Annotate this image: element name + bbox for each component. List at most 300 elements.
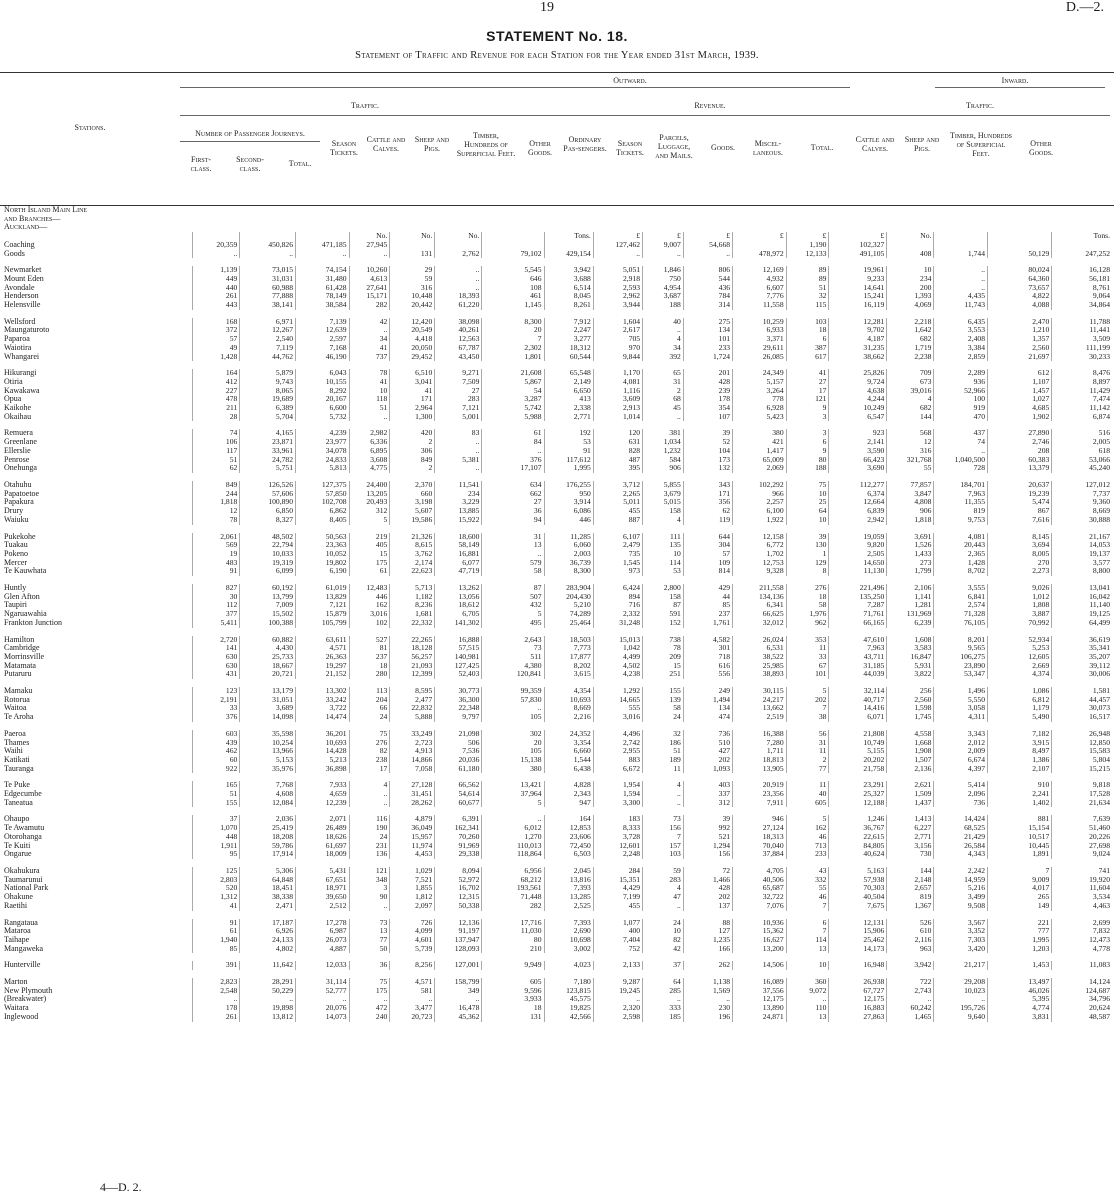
table-cell: 439: [193, 739, 240, 748]
table-cell: 81: [349, 644, 390, 653]
table-row: [2, 995, 1112, 1004]
table-cell: 7,509: [435, 378, 482, 387]
table-cell: 387: [786, 344, 829, 353]
table-cell: 11: [786, 644, 829, 653]
table-cell: 18,612: [435, 601, 482, 610]
table-cell: 2,191: [193, 696, 240, 705]
table-cell: 57,850: [296, 490, 350, 499]
table-cell: 12,563: [435, 335, 482, 344]
table-cell: 2,338: [544, 404, 593, 413]
table-cell: 436: [683, 284, 732, 293]
table-cell: 60,383: [988, 456, 1052, 465]
table-row: [2, 395, 1112, 404]
table-cell: 85: [683, 601, 732, 610]
table-cell: 2,593: [593, 284, 642, 293]
table-cell: 923: [829, 429, 887, 438]
table-cell: 72,450: [544, 842, 593, 851]
table-cell: 262: [683, 961, 732, 970]
table-cell: 3,942: [887, 961, 934, 970]
table-cell: 37: [643, 961, 684, 970]
table-cell: 120,841: [482, 670, 544, 679]
table-row: [2, 704, 1112, 713]
table-cell: 6,531: [733, 644, 787, 653]
table-cell: ..: [643, 799, 684, 808]
table-cell: 1,494: [683, 696, 732, 705]
table-cell: 4,601: [390, 936, 435, 945]
table-cell: 478: [193, 395, 240, 404]
table-cell: 204,430: [544, 593, 593, 602]
unit-cell: [2, 232, 193, 241]
table-cell: 11,083: [1052, 961, 1112, 970]
table-cell: 8: [786, 567, 829, 576]
table-cell: 13,056: [435, 593, 482, 602]
table-cell: 2,512: [296, 902, 350, 911]
table-cell: 64: [786, 507, 829, 516]
table-cell: 1,138: [683, 978, 732, 987]
table-cell: 4,808: [887, 498, 934, 507]
table-cell: 408: [887, 250, 934, 259]
table-cell: 21,152: [296, 670, 350, 679]
table-cell: 3,371: [733, 335, 787, 344]
table-cell: 17,914: [240, 850, 296, 859]
table-cell: 7,933: [296, 781, 350, 790]
table-cell: 57: [683, 550, 732, 559]
table-cell: 3,287: [482, 395, 544, 404]
table-cell: 221,496: [829, 584, 887, 593]
table-cell: 15,583: [1052, 747, 1112, 756]
table-cell: 44,039: [829, 670, 887, 679]
table-cell: 4,380: [482, 662, 544, 671]
table-cell: ..: [435, 995, 482, 1004]
table-cell: ..: [786, 995, 829, 1004]
unit-cell: No.: [887, 232, 934, 241]
table-cell: 22,615: [829, 833, 887, 842]
table-cell: 70,040: [733, 842, 787, 851]
table-cell: 1,846: [643, 266, 684, 275]
table-cell: 2,273: [988, 567, 1052, 576]
table-cell: 3,933: [482, 995, 544, 1004]
table-cell: 3,300: [593, 799, 642, 808]
table-cell: 192: [544, 429, 593, 438]
table-cell: 12,601: [593, 842, 642, 851]
table-cell: 25,419: [240, 824, 296, 833]
station-name: Mataroa: [4, 927, 31, 936]
table-row: [2, 713, 1112, 722]
table-cell: 1,027: [988, 395, 1052, 404]
table-cell: 43: [786, 867, 829, 876]
table-cell: 5,411: [193, 619, 240, 628]
table-cell: 4,343: [934, 850, 988, 859]
table-cell: 233: [786, 850, 829, 859]
station-name: Cambridge: [4, 644, 40, 653]
table-cell: 41: [349, 378, 390, 387]
table-cell: 4: [643, 335, 684, 344]
table-cell: 31,185: [829, 662, 887, 671]
table-cell: 14,424: [934, 815, 988, 824]
table-cell: 90: [349, 893, 390, 902]
table-cell: 616: [683, 662, 732, 671]
table-cell: 8,405: [296, 516, 350, 525]
table-cell: 50,563: [296, 533, 350, 542]
header-traffic: Traffic.: [351, 101, 379, 110]
table-cell: 1,457: [988, 387, 1052, 396]
table-cell: 152: [643, 619, 684, 628]
table-cell: 7: [643, 833, 684, 842]
table-cell: 427: [683, 747, 732, 756]
table-cell: 48,587: [1052, 1013, 1112, 1022]
table-cell: 4,932: [733, 275, 787, 284]
table-row: [2, 696, 1112, 705]
header-rev-total: Total.: [810, 143, 834, 152]
unit-cell: £: [683, 232, 732, 241]
table-cell: ..: [435, 275, 482, 284]
table-cell: 4,558: [887, 730, 934, 739]
table-cell: 38,141: [240, 301, 296, 310]
table-cell: 887: [593, 516, 642, 525]
table-row: [2, 369, 1112, 378]
table-cell: 59,786: [240, 842, 296, 851]
station-name: Remuera: [4, 429, 33, 438]
table-cell: 27,641: [349, 284, 390, 293]
table-cell: 25,826: [829, 369, 887, 378]
table-cell: 129: [786, 559, 829, 568]
table-cell: 3,343: [934, 730, 988, 739]
table-cell: ..: [349, 902, 390, 911]
table-cell: 1,116: [593, 387, 642, 396]
table-cell: 966: [733, 490, 787, 499]
table-cell: 337: [683, 790, 732, 799]
table-cell: 2,982: [349, 429, 390, 438]
table-cell: 65,687: [733, 884, 787, 893]
table-cell: 8,005: [988, 550, 1052, 559]
table-cell: 395: [593, 464, 642, 473]
table-cell: 1,386: [988, 756, 1052, 765]
statement-table: [0, 206, 1114, 1172]
table-cell: 431: [193, 670, 240, 679]
table-cell: 283: [435, 395, 482, 404]
table-cell: 1,745: [887, 713, 934, 722]
table-cell: 21,167: [1052, 533, 1112, 542]
table-cell: 120: [593, 429, 642, 438]
table-cell: 11,030: [482, 927, 544, 936]
table-cell: 3,712: [593, 481, 642, 490]
table-cell: 5,381: [435, 456, 482, 465]
table-cell: 87: [482, 584, 544, 593]
table-cell: 7,303: [934, 936, 988, 945]
table-cell: 13,966: [240, 747, 296, 756]
table-row: [2, 318, 1112, 327]
table-cell: 2,302: [482, 344, 544, 353]
table-cell: 617: [786, 353, 829, 362]
table-cell: 819: [934, 507, 988, 516]
table-cell: 321,768: [887, 456, 934, 465]
table-cell: 11,743: [934, 301, 988, 310]
table-cell: 157: [643, 842, 684, 851]
table-cell: 947: [544, 799, 593, 808]
section-heading: and Branches—: [4, 214, 61, 223]
table-cell: 3,577: [1052, 559, 1112, 568]
table-cell: 31: [482, 533, 544, 542]
table-cell: 11,142: [1052, 404, 1112, 413]
table-cell: 7,287: [829, 601, 887, 610]
table-cell: 27,698: [1052, 842, 1112, 851]
table-cell: 12: [887, 438, 934, 447]
table-cell: 11: [786, 747, 829, 756]
table-cell: 134: [683, 326, 732, 335]
table-cell: 53: [643, 567, 684, 576]
table-cell: 2,218: [887, 318, 934, 327]
table-cell: 30,233: [1052, 353, 1112, 362]
table-cell: 360: [786, 978, 829, 987]
table-cell: 82: [643, 936, 684, 945]
table-cell: 9,797: [435, 713, 482, 722]
table-cell: 40: [643, 318, 684, 327]
table-cell: 18,393: [435, 292, 482, 301]
table-cell: 29,611: [733, 344, 787, 353]
table-cell: 1: [786, 550, 829, 559]
table-cell: 40,504: [829, 893, 887, 902]
table-cell: 171: [683, 490, 732, 499]
table-cell: 39: [683, 429, 732, 438]
table-cell: 4,499: [593, 653, 642, 662]
table-cell: 16,702: [435, 884, 482, 893]
table-cell: 283: [643, 876, 684, 885]
table-cell: 14,866: [390, 756, 435, 765]
table-cell: 302: [482, 730, 544, 739]
table-cell: 60: [193, 756, 240, 765]
table-cell: 3,762: [390, 550, 435, 559]
table-cell: 19,586: [390, 516, 435, 525]
table-row: [2, 404, 1112, 413]
table-cell: 9,508: [934, 902, 988, 911]
table-cell: 922: [193, 765, 240, 774]
table-row: [2, 481, 1112, 490]
table-cell: 57: [193, 335, 240, 344]
table-cell: 1,182: [390, 593, 435, 602]
table-cell: 376: [193, 713, 240, 722]
table-row: [2, 507, 1112, 516]
table-cell: 1,598: [887, 704, 934, 713]
station-name: Raetihi: [4, 901, 28, 910]
table-cell: 6,850: [240, 507, 296, 516]
table-cell: 184,701: [934, 481, 988, 490]
table-cell: 201: [683, 369, 732, 378]
table-cell: 814: [683, 567, 732, 576]
table-cell: 5,210: [544, 601, 593, 610]
table-cell: 1,190: [786, 241, 829, 250]
table-cell: 227: [193, 387, 240, 396]
table-cell: 8,256: [390, 961, 435, 970]
table-cell: 158: [643, 507, 684, 516]
table-cell: 6,190: [296, 567, 350, 576]
table-cell: 6,987: [296, 927, 350, 936]
table-cell: 4,081: [934, 533, 988, 542]
table-cell: 1,496: [934, 687, 988, 696]
table-cell: 55: [786, 884, 829, 893]
table-cell: 15,138: [482, 756, 544, 765]
table-cell: 11,355: [934, 498, 988, 507]
table-cell: 200: [887, 284, 934, 293]
table-cell: 2,477: [390, 696, 435, 705]
table-cell: 3,156: [887, 842, 934, 851]
table-cell: 9,360: [1052, 498, 1112, 507]
table-cell: 936: [934, 378, 988, 387]
table-cell: 13,905: [733, 765, 787, 774]
table-cell: 71,448: [482, 893, 544, 902]
table-cell: 3,567: [934, 919, 988, 928]
table-cell: ..: [683, 995, 732, 1004]
table-cell: 20,036: [435, 756, 482, 765]
table-row: [2, 824, 1112, 833]
table-cell: 1,300: [390, 413, 435, 422]
table-cell: 12,605: [988, 653, 1052, 662]
table-cell: 29,452: [390, 353, 435, 362]
table-row: [2, 429, 1112, 438]
table-cell: 89: [786, 266, 829, 275]
table-cell: 50,129: [988, 250, 1052, 259]
table-cell: 5,395: [988, 995, 1052, 1004]
table-cell: 5,550: [934, 696, 988, 705]
table-cell: 1,995: [544, 464, 593, 473]
table-cell: 12,639: [296, 326, 350, 335]
table-cell: 5,804: [1052, 756, 1112, 765]
table-cell: 168: [193, 318, 240, 327]
table-cell: 2,771: [544, 413, 593, 422]
table-cell: 6,956: [482, 867, 544, 876]
table-cell: 9,724: [829, 378, 887, 387]
table-cell: 25,464: [544, 619, 593, 628]
table-cell: 28,291: [240, 978, 296, 987]
table-row: [2, 653, 1112, 662]
table-cell: 5,001: [435, 413, 482, 422]
table-cell: 7,776: [733, 292, 787, 301]
station-name: Otahuhu: [4, 480, 32, 489]
table-cell: 4,238: [593, 670, 642, 679]
table-cell: 10,155: [296, 378, 350, 387]
table-cell: 16,478: [435, 1004, 482, 1013]
table-cell: 53,347: [934, 670, 988, 679]
table-cell: 63,611: [296, 636, 350, 645]
table-cell: 2,071: [296, 815, 350, 824]
table-cell: 5: [349, 516, 390, 525]
table-cell: 314: [683, 301, 732, 310]
table-cell: ..: [482, 550, 544, 559]
table-cell: 26,085: [733, 353, 787, 362]
table-cell: 237: [683, 610, 732, 619]
table-cell: 2,803: [193, 876, 240, 885]
table-cell: 332: [786, 876, 829, 885]
table-cell: 72: [683, 867, 732, 876]
table-cell: 306: [390, 447, 435, 456]
table-cell: 4,887: [296, 945, 350, 954]
table-cell: 6,514: [544, 284, 593, 293]
table-cell: 1,235: [683, 936, 732, 945]
table-cell: ..: [435, 464, 482, 473]
table-cell: 2,106: [887, 584, 934, 593]
table-cell: 34,796: [1052, 995, 1112, 1004]
table-cell: 61,180: [435, 765, 482, 774]
table-cell: 117,612: [544, 456, 593, 465]
table-cell: 61,697: [296, 842, 350, 851]
table-cell: 2,141: [829, 438, 887, 447]
table-cell: 112,277: [829, 481, 887, 490]
table-cell: 14,650: [829, 559, 887, 568]
table-cell: 2,133: [593, 961, 642, 970]
table-cell: 1,940: [193, 936, 240, 945]
table-cell: 526: [887, 919, 934, 928]
table-cell: 78: [643, 644, 684, 653]
table-row: [2, 533, 1112, 542]
table-cell: 1,902: [988, 413, 1052, 422]
table-cell: 19,239: [988, 490, 1052, 499]
table-cell: 76,105: [934, 619, 988, 628]
table-cell: 506: [435, 739, 482, 748]
table-cell: 70,260: [435, 833, 482, 842]
table-cell: 13,816: [544, 876, 593, 885]
table-cell: 1,367: [887, 902, 934, 911]
table-cell: 11,541: [435, 481, 482, 490]
table-cell: 88: [683, 919, 732, 928]
table-cell: ..: [349, 250, 390, 259]
table-cell: 487: [593, 456, 642, 465]
table-cell: 6,772: [733, 541, 787, 550]
table-cell: 99,359: [482, 687, 544, 696]
table-cell: 4,239: [296, 429, 350, 438]
table-cell: 4,430: [240, 644, 296, 653]
table-cell: 77,857: [887, 481, 934, 490]
table-cell: 443: [193, 301, 240, 310]
table-cell: 80: [786, 456, 829, 465]
table-cell: 827: [193, 584, 240, 593]
header-timber: Timber, Hundreds of Superficial Feet.: [456, 131, 516, 158]
table-cell: 644: [683, 533, 732, 542]
table-cell: 21,808: [829, 730, 887, 739]
table-cell: 231: [349, 842, 390, 851]
table-cell: 36: [349, 961, 390, 970]
table-cell: 91: [193, 567, 240, 576]
table-cell: 4,311: [934, 713, 988, 722]
table-row: [2, 438, 1112, 447]
table-cell: 568: [887, 429, 934, 438]
table-cell: 2,003: [544, 550, 593, 559]
table-cell: 32,722: [733, 893, 787, 902]
table-cell: 2,216: [544, 713, 593, 722]
table-cell: 17: [349, 765, 390, 774]
table-cell: 1,312: [193, 893, 240, 902]
table-cell: 8,201: [934, 636, 988, 645]
table-cell: 175: [349, 987, 390, 996]
table-cell: 6,971: [240, 318, 296, 327]
table-cell: 450,826: [240, 241, 296, 250]
table-cell: 11: [786, 781, 829, 790]
table-cell: 5,163: [829, 867, 887, 876]
table-cell: 211,558: [733, 584, 787, 593]
table-cell: 2,720: [193, 636, 240, 645]
table-cell: 175: [349, 559, 390, 568]
table-cell: 4,017: [988, 884, 1052, 893]
table-cell: 3,847: [887, 490, 934, 499]
table-cell: 19,920: [1052, 876, 1112, 885]
table-cell: 349: [435, 987, 482, 996]
table-cell: 36,898: [296, 765, 350, 774]
table-cell: 4,613: [349, 275, 390, 284]
table-cell: 24,833: [296, 456, 350, 465]
table-cell: 20,167: [296, 395, 350, 404]
table-cell: 12,169: [733, 266, 787, 275]
header-first-class: First-class.: [190, 155, 212, 173]
table-cell: 13: [786, 1013, 829, 1022]
table-cell: 166: [683, 945, 732, 954]
